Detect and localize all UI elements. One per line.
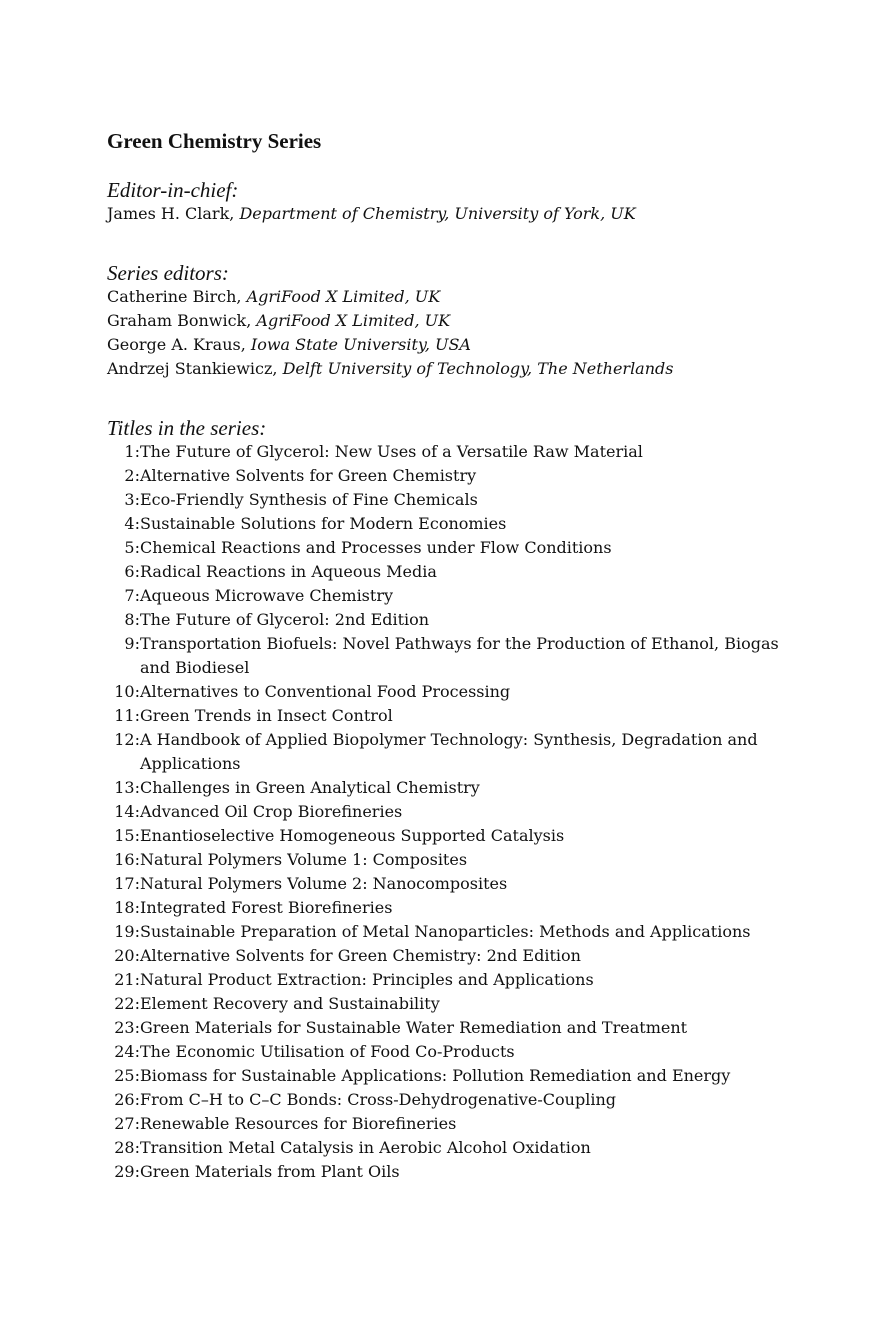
- title-text: Sustainable Solutions for Modern Economies: [140, 514, 507, 533]
- title-number: 28:: [114, 1138, 140, 1157]
- title-text: Enantioselective Homogeneous Supported Catalysis: [140, 826, 565, 845]
- title-number: 15:: [114, 826, 140, 845]
- series-editors-heading: Series editors:: [107, 261, 229, 285]
- title-number: 25:: [114, 1066, 140, 1085]
- title-text: Integrated Forest Biorefineries: [140, 898, 393, 917]
- title-number: 6:: [124, 562, 140, 581]
- title-list-item: [107, 800, 797, 824]
- editor-in-chief-section: [107, 178, 797, 226]
- series-title: Green Chemistry Series: [107, 129, 322, 153]
- title-list-item: [107, 824, 797, 848]
- title-number: 13:: [114, 778, 140, 797]
- title-text: Aqueous Microwave Chemistry: [140, 586, 394, 605]
- title-text: A Handbook of Applied Biopolymer Technology: Synthesis, Degradation and Applications: [140, 730, 758, 773]
- title-text: Chemical Reactions and Processes under Flow Conditions: [140, 538, 612, 557]
- title-list-item: [107, 608, 797, 632]
- series-editors-list: [107, 285, 797, 381]
- editor-name: James H. Clark,: [107, 204, 235, 223]
- editor-affiliation: Department of Chemistry, University of York, UK: [239, 204, 636, 223]
- title-number: 8:: [124, 610, 140, 629]
- title-text: Transportation Biofuels: Novel Pathways for the Production of Ethanol, Biogas and Biodiesel: [140, 634, 779, 677]
- title-list-item: [107, 680, 797, 704]
- title-text: Sustainable Preparation of Metal Nanoparticles: Methods and Applications: [140, 922, 751, 941]
- title-number: 21:: [114, 970, 140, 989]
- title-number: 2:: [124, 466, 140, 485]
- title-list-item: [107, 1064, 797, 1088]
- title-number: 16:: [114, 850, 140, 869]
- title-number: 18:: [114, 898, 140, 917]
- title-list-item: [107, 1160, 797, 1184]
- title-text: Transition Metal Catalysis in Aerobic Alcohol Oxidation: [140, 1138, 591, 1157]
- title-text: The Future of Glycerol: New Uses of a Versatile Raw Material: [140, 442, 643, 461]
- title-list-item: [107, 632, 797, 680]
- title-text: Alternatives to Conventional Food Processing: [140, 682, 511, 701]
- series-editor-entry: [107, 333, 797, 357]
- title-text: Renewable Resources for Biorefineries: [140, 1114, 457, 1133]
- title-text: Advanced Oil Crop Biorefineries: [140, 802, 403, 821]
- title-number: 24:: [114, 1042, 140, 1061]
- title-list-item: [107, 512, 797, 536]
- series-editor-name: George A. Kraus,: [107, 335, 246, 354]
- title-list-item: [107, 488, 797, 512]
- title-text: Natural Polymers Volume 2: Nanocomposites: [140, 874, 508, 893]
- title-list-item: [107, 968, 797, 992]
- series-editor-affiliation: Iowa State University, USA: [250, 335, 471, 354]
- series-editor-name: Graham Bonwick,: [107, 311, 252, 330]
- series-editor-affiliation: Delft University of Technology, The Netherlands: [282, 359, 674, 378]
- title-list-item: [107, 872, 797, 896]
- title-list-item: [107, 584, 797, 608]
- title-text: Alternative Solvents for Green Chemistry: [140, 466, 477, 485]
- title-text: Natural Polymers Volume 1: Composites: [140, 850, 468, 869]
- titles-heading: Titles in the series:: [107, 416, 267, 440]
- title-list-item: [107, 1088, 797, 1112]
- title-number: 19:: [114, 922, 140, 941]
- title-number: 9:: [124, 634, 140, 653]
- title-text: Green Materials from Plant Oils: [140, 1162, 400, 1181]
- series-editor-name: Andrzej Stankiewicz,: [107, 359, 278, 378]
- series-editor-affiliation: AgriFood X Limited, UK: [256, 311, 451, 330]
- series-page: [107, 129, 797, 1184]
- title-list-item: [107, 896, 797, 920]
- title-list-item: [107, 464, 797, 488]
- title-number: 1:: [124, 442, 140, 461]
- title-text: From C–H to C–C Bonds: Cross-Dehydrogenative-Coupling: [140, 1090, 616, 1109]
- title-number: 22:: [114, 994, 140, 1013]
- title-text: Green Trends in Insect Control: [140, 706, 393, 725]
- title-list-item: [107, 440, 797, 464]
- title-text: Natural Product Extraction: Principles and Applications: [140, 970, 594, 989]
- title-number: 27:: [114, 1114, 140, 1133]
- title-number: 17:: [114, 874, 140, 893]
- title-number: 20:: [114, 946, 140, 965]
- title-list-item: [107, 944, 797, 968]
- title-list-item: [107, 536, 797, 560]
- title-text: Biomass for Sustainable Applications: Pollution Remediation and Energy: [140, 1066, 731, 1085]
- title-list-item: [107, 1112, 797, 1136]
- title-number: 5:: [124, 538, 140, 557]
- editor-in-chief-heading: Editor-in-chief:: [107, 178, 239, 202]
- title-text: Green Materials for Sustainable Water Remediation and Treatment: [140, 1018, 688, 1037]
- titles-list: [107, 440, 797, 1184]
- title-list-item: [107, 560, 797, 584]
- title-list-item: [107, 992, 797, 1016]
- title-number: 12:: [114, 730, 140, 749]
- title-number: 7:: [124, 586, 140, 605]
- title-list-item: [107, 1016, 797, 1040]
- series-editor-affiliation: AgriFood X Limited, UK: [246, 287, 441, 306]
- series-editor-name: Catherine Birch,: [107, 287, 242, 306]
- title-text: Challenges in Green Analytical Chemistry: [140, 778, 480, 797]
- title-list-item: [107, 1136, 797, 1160]
- title-number: 10:: [114, 682, 140, 701]
- titles-section: [107, 416, 797, 1184]
- series-editor-entry: [107, 285, 797, 309]
- title-number: 29:: [114, 1162, 140, 1181]
- editor-in-chief-entry: [107, 202, 797, 226]
- title-number: 3:: [124, 490, 140, 509]
- series-editors-section: [107, 261, 797, 381]
- title-text: The Future of Glycerol: 2nd Edition: [140, 610, 430, 629]
- title-number: 23:: [114, 1018, 140, 1037]
- title-list-item: [107, 848, 797, 872]
- title-list-item: [107, 704, 797, 728]
- series-editor-entry: [107, 309, 797, 333]
- title-list-item: [107, 920, 797, 944]
- title-number: 26:: [114, 1090, 140, 1109]
- title-list-item: [107, 728, 797, 776]
- title-text: Element Recovery and Sustainability: [140, 994, 440, 1013]
- title-list-item: [107, 1040, 797, 1064]
- title-number: 14:: [114, 802, 140, 821]
- title-text: The Economic Utilisation of Food Co-Products: [140, 1042, 515, 1061]
- title-text: Eco-Friendly Synthesis of Fine Chemicals: [140, 490, 478, 509]
- title-text: Alternative Solvents for Green Chemistry: 2nd Edition: [140, 946, 581, 965]
- title-list-item: [107, 776, 797, 800]
- series-editor-entry: [107, 357, 797, 381]
- title-text: Radical Reactions in Aqueous Media: [140, 562, 437, 581]
- title-number: 4:: [124, 514, 140, 533]
- title-number: 11:: [114, 706, 140, 725]
